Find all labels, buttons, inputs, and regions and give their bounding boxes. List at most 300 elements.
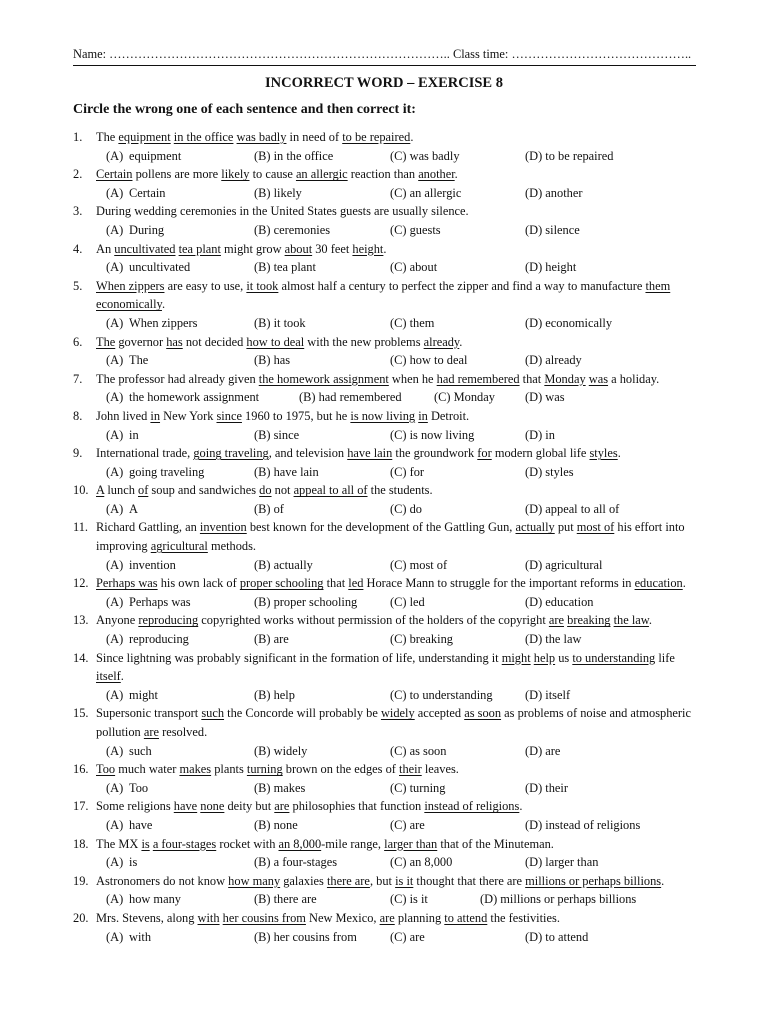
answer-option-a[interactable]: (A) invention — [106, 557, 176, 572]
question-number: 11. — [73, 520, 89, 535]
sentence-text: the festivities. — [487, 910, 560, 925]
question-item — [73, 370, 696, 407]
answer-option-b[interactable]: (B) likely — [254, 185, 302, 200]
sentence-text: . — [519, 799, 523, 814]
underlined-phrase: to be repaired — [342, 130, 411, 144]
sentence-text: the Concorde will probably be — [224, 706, 381, 721]
underlined-phrase: a four-stages — [152, 836, 217, 851]
answer-option-d[interactable]: (D) itself — [525, 687, 571, 702]
sentence-text: with the new problems — [304, 334, 424, 349]
sentence-text: in need of — [286, 130, 343, 144]
answer-option-b[interactable]: (B) has — [254, 353, 291, 368]
answer-option-d[interactable]: (D) education — [525, 594, 594, 609]
underlined-phrase: was badly — [236, 130, 287, 144]
underlined-phrase: makes — [179, 762, 212, 777]
answer-option-b[interactable]: (B) had remembered — [299, 390, 402, 405]
question-sentence — [96, 872, 696, 891]
sentence-text: . — [410, 130, 414, 144]
question-item — [73, 797, 696, 834]
question-number: 9. — [73, 446, 83, 461]
question-number: 8. — [73, 408, 83, 423]
answer-options — [73, 351, 696, 370]
sentence-text: soup and sandwiches — [148, 483, 260, 498]
sentence-text: pollens are more — [132, 167, 222, 182]
answer-options — [73, 463, 696, 482]
underlined-phrase: as soon — [464, 706, 502, 721]
answer-option-a[interactable]: (A) A — [106, 501, 138, 516]
sentence-text: us — [555, 650, 573, 665]
question-item — [73, 407, 696, 444]
sentence-text: , but — [369, 873, 396, 888]
underlined-phrase: instead of religions — [424, 799, 520, 814]
underlined-phrase: are — [143, 725, 159, 739]
answer-option-d[interactable]: (D) their — [525, 780, 569, 795]
sentence-text: Mrs. Stevens, along — [96, 910, 198, 925]
question-sentence — [96, 444, 696, 463]
answer-option-c[interactable]: (C) Monday — [434, 390, 495, 405]
answer-option-a[interactable]: (A) might — [106, 687, 158, 702]
answer-option-d[interactable]: (D) was — [525, 390, 565, 405]
sentence-text: thought that there are — [413, 873, 526, 888]
answer-option-c[interactable]: (C) how to deal — [390, 353, 468, 368]
sentence-text: . — [120, 669, 124, 684]
answer-option-c[interactable]: (C) are — [390, 929, 425, 944]
answer-option-a[interactable]: (A) such — [106, 743, 152, 758]
sentence-text: best known for the development of the Gattling Gun, — [246, 520, 516, 535]
underlined-phrase: had remembered — [436, 371, 520, 386]
sentence-text: . — [459, 334, 463, 349]
answer-option-b[interactable]: (B) help — [254, 687, 295, 702]
question-item — [73, 444, 696, 481]
answer-option-d[interactable]: (D) silence — [525, 222, 580, 237]
answer-option-b[interactable]: (B) none — [254, 817, 298, 832]
underlined-phrase: appeal to all of — [293, 483, 368, 498]
answer-option-d[interactable]: (D) in — [525, 427, 555, 442]
question-number: 14. — [73, 650, 89, 665]
sentence-text: , and television — [268, 446, 348, 461]
answer-option-d[interactable]: (D) another — [525, 185, 583, 200]
sentence-text: 30 feet — [312, 241, 353, 256]
underlined-phrase: tea plant — [178, 241, 221, 256]
sentence-text: when he — [388, 371, 437, 386]
answer-option-d[interactable]: (D) the law — [525, 632, 582, 647]
question-item — [73, 909, 696, 946]
answer-option-b[interactable]: (B) in the office — [254, 148, 334, 163]
question-sentence — [96, 240, 696, 259]
question-item — [73, 760, 696, 797]
question-sentence — [96, 481, 696, 500]
underlined-phrase: turning — [246, 762, 283, 777]
sentence-text: Anyone — [96, 613, 139, 628]
underlined-phrase: the homework assignment — [258, 371, 389, 386]
question-number: 6. — [73, 334, 83, 349]
answer-options — [73, 890, 696, 909]
underlined-phrase: of — [138, 483, 149, 498]
sentence-text: as problems of noise and atmospheric pollution — [96, 706, 691, 739]
answer-option-c[interactable]: (C) led — [390, 594, 425, 609]
underlined-phrase: for — [477, 446, 492, 461]
sentence-text: reaction than — [347, 167, 419, 182]
sentence-text: might grow — [220, 241, 285, 256]
question-number: 17. — [73, 799, 89, 814]
sentence-text: . — [161, 297, 166, 312]
underlined-phrase: an allergic — [295, 167, 348, 182]
question-item — [73, 704, 696, 760]
question-sentence — [96, 165, 696, 184]
answer-option-a[interactable]: (A) going traveling — [106, 464, 205, 479]
answer-option-d[interactable]: (D) millions or perhaps billions — [480, 892, 637, 907]
underlined-phrase: When zippers — [96, 278, 165, 293]
sentence-text: . — [648, 613, 653, 628]
sentence-text: deity but — [224, 799, 275, 814]
question-sentence — [96, 760, 696, 779]
answer-options — [73, 593, 696, 612]
underlined-phrase: Perhaps was — [96, 576, 158, 591]
question-sentence — [96, 909, 696, 928]
answer-option-c[interactable]: (C) was badly — [390, 148, 460, 163]
sentence-text: life — [655, 650, 675, 665]
answer-option-b[interactable]: (B) there are — [254, 892, 317, 907]
answer-options — [73, 147, 696, 166]
answer-option-b[interactable]: (B) tea plant — [254, 260, 316, 275]
sentence-text: not — [271, 483, 294, 498]
underlined-phrase: likely — [221, 167, 250, 182]
answer-option-c[interactable]: (C) guests — [390, 222, 441, 237]
answer-option-c[interactable]: (C) as soon — [390, 743, 447, 758]
underlined-phrase: Too — [96, 762, 116, 777]
answer-option-c[interactable]: (C) turning — [390, 780, 446, 795]
underlined-phrase: is it — [395, 873, 414, 888]
question-number: 18. — [73, 836, 89, 851]
answer-option-a[interactable]: (A) Certain — [106, 185, 166, 200]
answer-options — [73, 779, 696, 798]
underlined-phrase: might — [501, 650, 531, 665]
sentence-text: methods. — [207, 539, 257, 554]
question-item — [73, 240, 696, 277]
answer-option-b[interactable]: (B) it took — [254, 315, 306, 330]
page-title: INCORRECT WORD – EXERCISE 8 — [265, 75, 503, 91]
answer-option-b[interactable]: (B) ceremonies — [254, 222, 331, 237]
question-item — [73, 835, 696, 872]
answer-options — [73, 184, 696, 203]
question-item — [73, 872, 696, 909]
sentence-text: that — [323, 576, 349, 591]
answer-option-d[interactable]: (D) larger than — [525, 855, 599, 870]
answer-option-b[interactable]: (B) widely — [254, 743, 308, 758]
sentence-text: not decided — [182, 334, 247, 349]
sentence-text: almost half a century to perfect the zipper and find a way to manufacture — [278, 278, 646, 293]
answer-option-d[interactable]: (D) instead of religions — [525, 817, 641, 832]
underlined-phrase: was — [588, 371, 609, 386]
sentence-text: put — [554, 520, 577, 535]
underlined-phrase: help — [533, 650, 556, 665]
answer-options — [73, 928, 696, 947]
answer-option-d[interactable]: (D) already — [525, 353, 582, 368]
sentence-text: leaves. — [421, 762, 459, 777]
underlined-phrase: larger than — [384, 836, 438, 851]
underlined-phrase: it took — [246, 278, 279, 293]
answer-option-b[interactable]: (B) have lain — [254, 464, 319, 479]
answer-option-b[interactable]: (B) actually — [254, 557, 313, 572]
answer-option-b[interactable]: (B) makes — [254, 780, 306, 795]
answer-option-a[interactable]: (A) with — [106, 929, 152, 944]
question-sentence — [96, 277, 696, 314]
answer-option-b[interactable]: (B) since — [254, 427, 300, 442]
answer-option-c[interactable]: (C) are — [390, 817, 425, 832]
answer-options — [73, 500, 696, 519]
instruction: Circle the wrong one of each sentence and then correct it: — [73, 102, 416, 117]
sentence-text: rocket with — [216, 836, 279, 851]
sentence-text: Some religions — [96, 799, 174, 814]
underlined-phrase: has — [166, 334, 183, 349]
question-item — [73, 165, 696, 202]
answer-option-b[interactable]: (B) a four-stages — [254, 855, 338, 870]
answer-option-a[interactable]: (A) equipment — [106, 148, 182, 163]
underlined-phrase: breaking — [567, 613, 611, 628]
underlined-phrase: there are — [326, 873, 370, 888]
question-sentence — [96, 333, 696, 352]
underlined-phrase: their — [399, 762, 422, 777]
answer-options — [73, 258, 696, 277]
sentence-text: accepted — [414, 706, 465, 721]
answer-option-d[interactable]: (D) styles — [525, 464, 574, 479]
question-number: 4. — [73, 241, 83, 256]
underlined-phrase: led — [348, 576, 364, 591]
question-item — [73, 277, 696, 333]
underlined-phrase: in the office — [173, 130, 234, 144]
underlined-phrase: do — [259, 483, 272, 498]
underlined-phrase: about — [284, 241, 313, 256]
answer-option-a[interactable]: (A) is — [106, 855, 138, 870]
underlined-phrase: in — [418, 408, 428, 423]
sentence-text: much water — [115, 762, 180, 777]
answer-options — [73, 816, 696, 835]
question-sentence — [96, 407, 696, 426]
question-number: 7. — [73, 371, 83, 386]
underlined-phrase: economically — [96, 297, 162, 312]
sentence-text: . — [383, 241, 387, 256]
underlined-phrase: is — [141, 836, 150, 851]
underlined-phrase: most of — [576, 520, 615, 535]
underlined-phrase: the law — [613, 613, 649, 628]
answer-option-c[interactable]: (C) them — [390, 315, 435, 330]
question-item — [73, 481, 696, 518]
sentence-text: Richard Gattling, an — [96, 520, 200, 535]
question-item — [73, 611, 696, 648]
answer-options — [73, 630, 696, 649]
sentence-text: planning — [394, 910, 445, 925]
question-number: 2. — [73, 167, 83, 182]
question-item — [73, 574, 696, 611]
name-classtime-line: Name: ……………………………………………………………………….. Class time: …………………………………….. — [73, 45, 696, 66]
underlined-phrase: education — [634, 576, 683, 591]
question-sentence — [96, 704, 696, 741]
sentence-text: . — [454, 167, 458, 182]
sentence-text: International trade, — [96, 446, 194, 461]
underlined-phrase: invention — [199, 520, 247, 535]
underlined-phrase: widely — [380, 706, 415, 721]
underlined-phrase: to attend — [444, 910, 488, 925]
answer-option-c[interactable]: (C) for — [390, 464, 425, 479]
sentence-text: -mile range, — [321, 836, 385, 851]
underlined-phrase: in — [150, 408, 161, 423]
question-number: 12. — [73, 576, 89, 591]
answer-option-b[interactable]: (B) are — [254, 632, 289, 647]
underlined-phrase: styles — [589, 446, 618, 461]
question-sentence — [96, 611, 696, 630]
answer-option-c[interactable]: (C) most of — [390, 557, 448, 572]
answer-option-b[interactable]: (B) proper schooling — [254, 594, 358, 609]
question-number: 1. — [73, 130, 83, 144]
underlined-phrase: have — [173, 799, 198, 814]
answer-option-d[interactable]: (D) appeal to all of — [525, 501, 620, 516]
question-number: 19. — [73, 873, 89, 888]
sentence-text: the groundwork — [392, 446, 478, 461]
answer-option-a[interactable]: (A) Too — [106, 780, 149, 795]
answer-option-c[interactable]: (C) is it — [390, 892, 428, 907]
underlined-phrase: how many — [228, 873, 281, 888]
answer-option-a[interactable]: (A) During — [106, 222, 165, 237]
question-sentence — [96, 202, 696, 221]
answer-option-a[interactable]: (A) in — [106, 427, 139, 442]
answer-option-d[interactable]: (D) height — [525, 260, 577, 275]
answer-option-d[interactable]: (D) economically — [525, 315, 613, 330]
underlined-phrase: proper schooling — [239, 576, 324, 591]
answer-option-a[interactable]: (A) have — [106, 817, 153, 832]
answer-option-b[interactable]: (B) of — [254, 501, 284, 516]
answer-option-c[interactable]: (C) about — [390, 260, 438, 275]
answer-option-c[interactable]: (C) is now living — [390, 427, 475, 442]
answer-option-a[interactable]: (A) Perhaps was — [106, 594, 191, 609]
underlined-phrase: The — [96, 334, 116, 349]
answer-option-c[interactable]: (C) do — [390, 501, 423, 516]
answer-option-a[interactable]: (A) how many — [106, 892, 181, 907]
underlined-phrase: agricultural — [150, 539, 208, 554]
question-number: 10. — [73, 483, 89, 498]
sentence-text: . — [682, 576, 686, 591]
sentence-text: New York — [160, 408, 217, 423]
answer-option-b[interactable]: (B) her cousins from — [254, 929, 357, 944]
sentence-text: lunch — [104, 483, 138, 498]
sentence-text: copyrighted works without permission of the holders of the copyright — [198, 613, 549, 628]
underlined-phrase: going traveling — [193, 446, 269, 461]
underlined-phrase: to understanding — [572, 650, 656, 665]
sentence-text: The professor had already given — [96, 371, 259, 386]
sentence-text: are easy to use, — [164, 278, 247, 293]
underlined-phrase: none — [200, 799, 225, 814]
sentence-text: the students. — [367, 483, 433, 498]
sentence-text: Horace Mann to struggle for the important reforms in — [363, 576, 635, 591]
sentence-text: 1960 to 1975, but he — [241, 408, 351, 423]
question-list — [73, 128, 696, 946]
answer-option-d[interactable]: (D) to be repaired — [525, 148, 614, 163]
answer-options — [73, 686, 696, 705]
underlined-phrase: an 8,000 — [278, 836, 322, 851]
underlined-phrase: Certain — [96, 167, 133, 182]
answer-option-c[interactable]: (C) to understanding — [390, 687, 493, 702]
answer-option-a[interactable]: (A) When zippers — [106, 315, 198, 330]
sentence-text: brown on the edges of — [282, 762, 399, 777]
answer-option-a[interactable]: (A) reproducing — [106, 632, 189, 647]
sentence-text: that of the Minuteman. — [437, 836, 554, 851]
sentence-text: An — [96, 241, 115, 256]
question-number: 15. — [73, 706, 89, 721]
answer-option-c[interactable]: (C) an 8,000 — [390, 855, 453, 870]
sentence-text: resolved. — [159, 725, 208, 739]
underlined-phrase: itself — [96, 669, 121, 684]
sentence-text: . — [617, 446, 621, 461]
underlined-phrase: such — [201, 706, 225, 721]
question-sentence — [96, 797, 696, 816]
question-number: 13. — [73, 613, 89, 628]
answer-option-c[interactable]: (C) breaking — [390, 632, 453, 647]
underlined-phrase: already — [423, 334, 460, 349]
answer-option-d[interactable]: (D) to attend — [525, 929, 589, 944]
answer-options — [73, 314, 696, 333]
underlined-phrase: have lain — [347, 446, 393, 461]
underlined-phrase: millions or perhaps billions — [525, 873, 662, 888]
sentence-text: Astronomers do not know — [96, 873, 229, 888]
question-item — [73, 649, 696, 705]
answer-option-c[interactable]: (C) an allergic — [390, 185, 462, 200]
sentence-text: Detroit. — [427, 408, 470, 423]
answer-option-a[interactable]: (A) uncultivated — [106, 260, 191, 275]
question-item — [73, 333, 696, 370]
answer-options — [73, 426, 696, 445]
question-number: 16. — [73, 762, 89, 777]
sentence-text: to cause — [249, 167, 296, 182]
underlined-phrase: equipment — [118, 130, 171, 144]
sentence-text: that — [519, 371, 545, 386]
sentence-text: modern global life — [491, 446, 590, 461]
answer-option-d[interactable]: (D) agricultural — [525, 557, 603, 572]
answer-options — [73, 221, 696, 240]
underlined-phrase: her cousins from — [222, 910, 306, 925]
underlined-phrase: are — [379, 910, 395, 925]
question-number: 3. — [73, 204, 83, 219]
underlined-phrase: with — [197, 910, 220, 925]
underlined-phrase: Monday — [544, 371, 586, 386]
sentence-text: philosophies that function — [289, 799, 425, 814]
underlined-phrase: are — [274, 799, 290, 814]
underlined-phrase: uncultivated — [114, 241, 176, 256]
underlined-phrase: since — [216, 408, 242, 423]
sentence-text: John lived — [96, 408, 151, 423]
underlined-phrase: is now living — [350, 408, 416, 423]
sentence-text: Supersonic transport — [96, 706, 202, 721]
answer-options — [73, 388, 696, 407]
underlined-phrase: another — [418, 167, 455, 182]
underlined-phrase: how to deal — [246, 334, 305, 349]
answer-option-d[interactable]: (D) are — [525, 743, 561, 758]
underlined-phrase: are — [548, 613, 565, 628]
question-sentence — [96, 835, 696, 854]
sentence-text: galaxies — [280, 873, 327, 888]
answer-option-a[interactable]: (A) the homework assignment — [106, 390, 260, 405]
question-number: 20. — [73, 910, 89, 925]
question-item — [73, 128, 696, 165]
sentence-text: The — [96, 130, 119, 144]
answer-option-a[interactable]: (A) The — [106, 353, 149, 368]
question-sentence — [96, 370, 696, 389]
sentence-text: . — [661, 873, 665, 888]
underlined-phrase: height — [352, 241, 384, 256]
question-number: 5. — [73, 278, 83, 293]
answer-options — [73, 853, 696, 872]
sentence-text: a holiday. — [608, 371, 660, 386]
sentence-text: governor — [115, 334, 167, 349]
sentence-text: his own lack of — [157, 576, 240, 591]
